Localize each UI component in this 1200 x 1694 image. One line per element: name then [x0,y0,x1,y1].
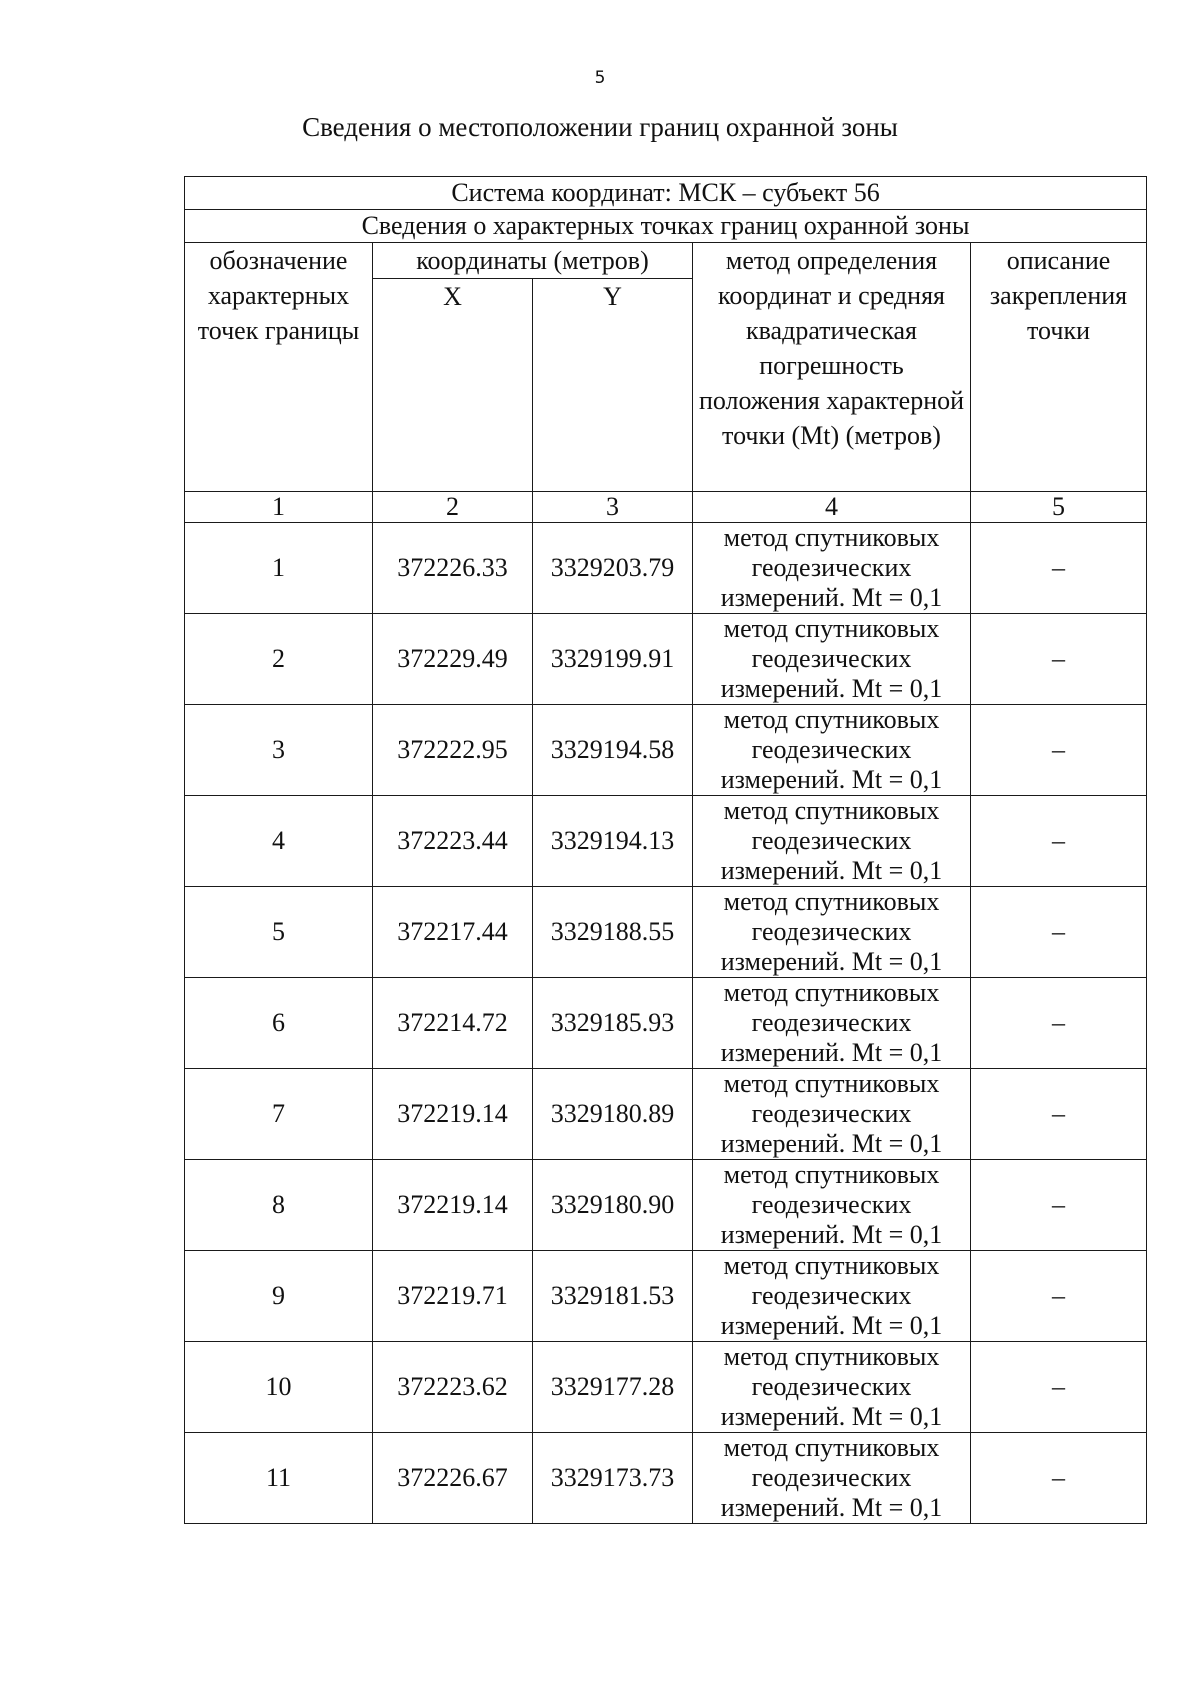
y-coordinate-cell: 3329185.93 [533,978,693,1069]
coordinates-table [184,176,1147,1524]
y-coordinate-cell: 3329177.28 [533,1342,693,1433]
description-cell: – [971,978,1147,1069]
table-row [185,1342,1147,1433]
header-point-designation: обозначение характерных точек границы [185,243,373,492]
points-info-row [185,210,1147,243]
method-cell: метод спутниковых геодезических измерений. Mt = 0,1 [693,887,971,978]
description-cell: – [971,887,1147,978]
y-coordinate-cell: 3329194.13 [533,796,693,887]
x-coordinate-cell: 372223.62 [373,1342,533,1433]
point-cell: 5 [185,887,373,978]
column-number: 3 [533,492,693,523]
table-row [185,523,1147,614]
method-cell: метод спутниковых геодезических измерений. Mt = 0,1 [693,1069,971,1160]
method-cell: метод спутниковых геодезических измерений. Mt = 0,1 [693,705,971,796]
page-number: 5 [594,68,606,88]
description-cell: – [971,1251,1147,1342]
method-cell: метод спутниковых геодезических измерений. Mt = 0,1 [693,614,971,705]
x-coordinate-cell: 372222.95 [373,705,533,796]
x-coordinate-cell: 372217.44 [373,887,533,978]
point-cell: 3 [185,705,373,796]
y-coordinate-cell: 3329203.79 [533,523,693,614]
y-coordinate-cell: 3329181.53 [533,1251,693,1342]
x-coordinate-cell: 372219.14 [373,1160,533,1251]
method-cell: метод спутниковых геодезических измерений. Mt = 0,1 [693,978,971,1069]
table-row [185,978,1147,1069]
description-cell: – [971,1160,1147,1251]
header-coordinates: координаты (метров) [373,243,693,279]
point-cell: 1 [185,523,373,614]
method-cell: метод спутниковых геодезических измерений. Mt = 0,1 [693,796,971,887]
table-row [185,887,1147,978]
column-number: 1 [185,492,373,523]
x-coordinate-cell: 372223.44 [373,796,533,887]
header-description: описание закрепления точки [971,243,1147,492]
column-number: 4 [693,492,971,523]
description-cell: – [971,705,1147,796]
header-y: Y [533,279,693,492]
y-coordinate-cell: 3329180.90 [533,1160,693,1251]
header-method: метод определения координат и средняя квадратическая погрешность положения характерной точки (Mt) (метров) [693,243,971,492]
points-info-label: Сведения о характерных точках границ охранной зоны [185,210,1147,243]
header-x: X [373,279,533,492]
x-coordinate-cell: 372226.33 [373,523,533,614]
description-cell: – [971,1433,1147,1524]
method-cell: метод спутниковых геодезических измерений. Mt = 0,1 [693,523,971,614]
coordinate-system-label: Система координат: МСК – субъект 56 [185,177,1147,210]
y-coordinate-cell: 3329194.58 [533,705,693,796]
column-number-row [185,492,1147,523]
point-cell: 7 [185,1069,373,1160]
method-cell: метод спутниковых геодезических измерений. Mt = 0,1 [693,1433,971,1524]
document-title: Сведения о местоположении границ охранной зоны [302,112,898,142]
x-coordinate-cell: 372219.71 [373,1251,533,1342]
table-row [185,614,1147,705]
description-cell: – [971,614,1147,705]
method-cell: метод спутниковых геодезических измерений. Mt = 0,1 [693,1160,971,1251]
x-coordinate-cell: 372219.14 [373,1069,533,1160]
x-coordinate-cell: 372229.49 [373,614,533,705]
table-row [185,705,1147,796]
column-number: 2 [373,492,533,523]
point-cell: 2 [185,614,373,705]
x-coordinate-cell: 372214.72 [373,978,533,1069]
y-coordinate-cell: 3329173.73 [533,1433,693,1524]
y-coordinate-cell: 3329188.55 [533,887,693,978]
table-row [185,1251,1147,1342]
description-cell: – [971,523,1147,614]
description-cell: – [971,1342,1147,1433]
method-cell: метод спутниковых геодезических измерений. Mt = 0,1 [693,1342,971,1433]
coordinate-system-row [185,177,1147,210]
y-coordinate-cell: 3329199.91 [533,614,693,705]
method-cell: метод спутниковых геодезических измерений. Mt = 0,1 [693,1251,971,1342]
description-cell: – [971,796,1147,887]
point-cell: 4 [185,796,373,887]
description-cell: – [971,1069,1147,1160]
column-number: 5 [971,492,1147,523]
point-cell: 9 [185,1251,373,1342]
table-row [185,1069,1147,1160]
column-header-row [185,243,1147,279]
point-cell: 8 [185,1160,373,1251]
y-coordinate-cell: 3329180.89 [533,1069,693,1160]
point-cell: 6 [185,978,373,1069]
table-row [185,796,1147,887]
point-cell: 10 [185,1342,373,1433]
point-cell: 11 [185,1433,373,1524]
table-row [185,1160,1147,1251]
table-row [185,1433,1147,1524]
x-coordinate-cell: 372226.67 [373,1433,533,1524]
